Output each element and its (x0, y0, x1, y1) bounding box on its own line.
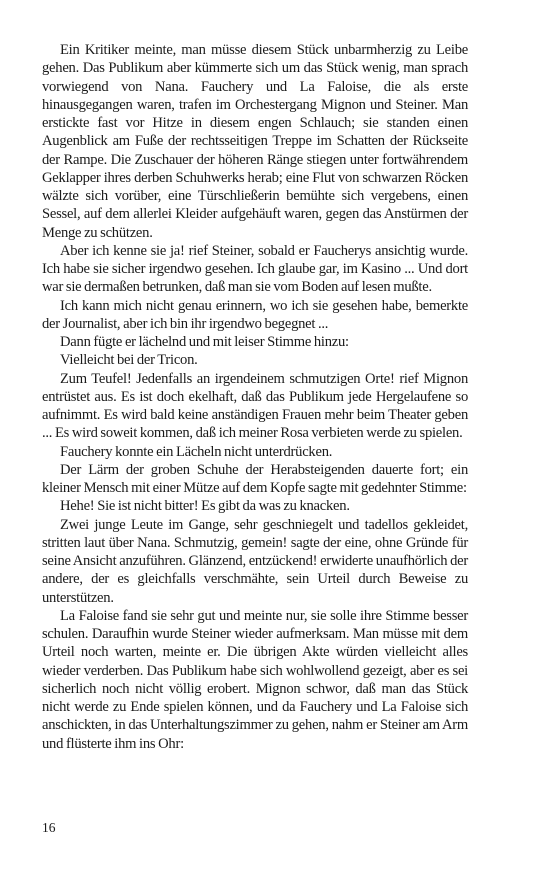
paragraph: Vielleicht bei der Tricon. (60, 352, 198, 369)
paragraph: Der Lärm der groben Schuhe der Herabsteigenden dauerte fort; ein kleiner Mensch mit einer Mütze auf dem Kopfe sagte mit gedehnter Stimme: (42, 461, 468, 496)
body-text (42, 41, 468, 753)
paragraph: Ein Kritiker meinte, man müsse diesem Stück unbarmherzig zu Leibe gehen. Das Publikum aber kümmerte sich um das Stück wenig, man sprach vorwiegend von Nana. Fauchery und La Faloise, die als erste hinausgegangen waren, trafen im Orchestergang Mignon und Steiner. Man erstickte fast vor Hitze in diesem engen Schlauch; sie standen einen Augenblick am Fuße der rechtsseitigen Treppe im Schatten der Rückseite der Rampe. Die Zuschauer der höheren Ränge stiegen unter fortwährendem Geklapper ihres derben Schuhwerks herab; eine Flut von schwarzen Röcken wälzte sich vorüber, eine Türschließerin bemühte sich vergebens, einen Sessel, auf dem allerlei Kleider aufgehäuft waren, gegen das Anstürmen der Menge zu schützen. (42, 42, 468, 241)
page-number: 16 (42, 820, 56, 835)
paragraph: Hehe! Sie ist nicht bitter! Es gibt da was zu knacken. (60, 498, 350, 515)
paragraph: Zwei junge Leute im Gange, sehr geschniegelt und tadellos gekleidet, stritten laut über Nana. Schmutzig, gemein! sagte der eine, ohne Gründe für seine Ansicht anzuführen. Glänzend, entzückend! erwiderte unaufhörlich der andere, der es gleichfalls verschmähte, sein Urteil durch Beweise zu unterstützen. (42, 516, 468, 606)
paragraph: Aber ich kenne sie ja! rief Steiner, sobald er Faucherys ansichtig wurde. Ich habe sie sicher irgendwo gesehen. Ich glaube gar, im Kasino ... Und dort war sie dermaßen betrunken, daß man sie vom Boden auf lesen mußte. (42, 242, 468, 296)
paragraph: Fauchery konnte ein Lächeln nicht unterdrücken. (60, 443, 333, 460)
paragraph: Dann fügte er lächelnd und mit leiser Stimme hinzu: (60, 334, 349, 350)
paragraph: Ich kann mich nicht genau erinnern, wo ich sie gesehen habe, bemerkte der Journalist, aber ich bin ihr irgendwo begegnet ... (42, 297, 468, 332)
paragraph: Zum Teufel! Jedenfalls an irgendeinem schmutzigen Orte! rief Mignon entrüstet aus. Es ist doch ekelhaft, daß das Publikum jede Hergelaufene so aufnimmt. Es wird bald keine anständigen Frauen mehr beim Theater geben ... Es wird soweit kommen, daß ich meiner Rosa verbieten werde zu spielen. (42, 370, 468, 442)
paragraph: La Faloise fand sie sehr gut und meinte nur, sie solle ihre Stimme besser schulen. Daraufhin wurde Steiner wieder aufmerksam. Man müsse mit dem Urteil noch warten, meinte er. Die übrigen Akte würden vielleicht alles wieder verderben. Das Publikum habe sich wohlwollend gezeigt, aber es sei sicherlich noch nicht völlig erobert. Mignon schwor, daß man das Stück nicht werde zu Ende spielen können, und da Fauchery und La Faloise sich anschickten, in das Unterhaltungszimmer zu gehen, nahm er Steiner am Arm und flüsterte ihm ins Ohr: (42, 607, 468, 752)
